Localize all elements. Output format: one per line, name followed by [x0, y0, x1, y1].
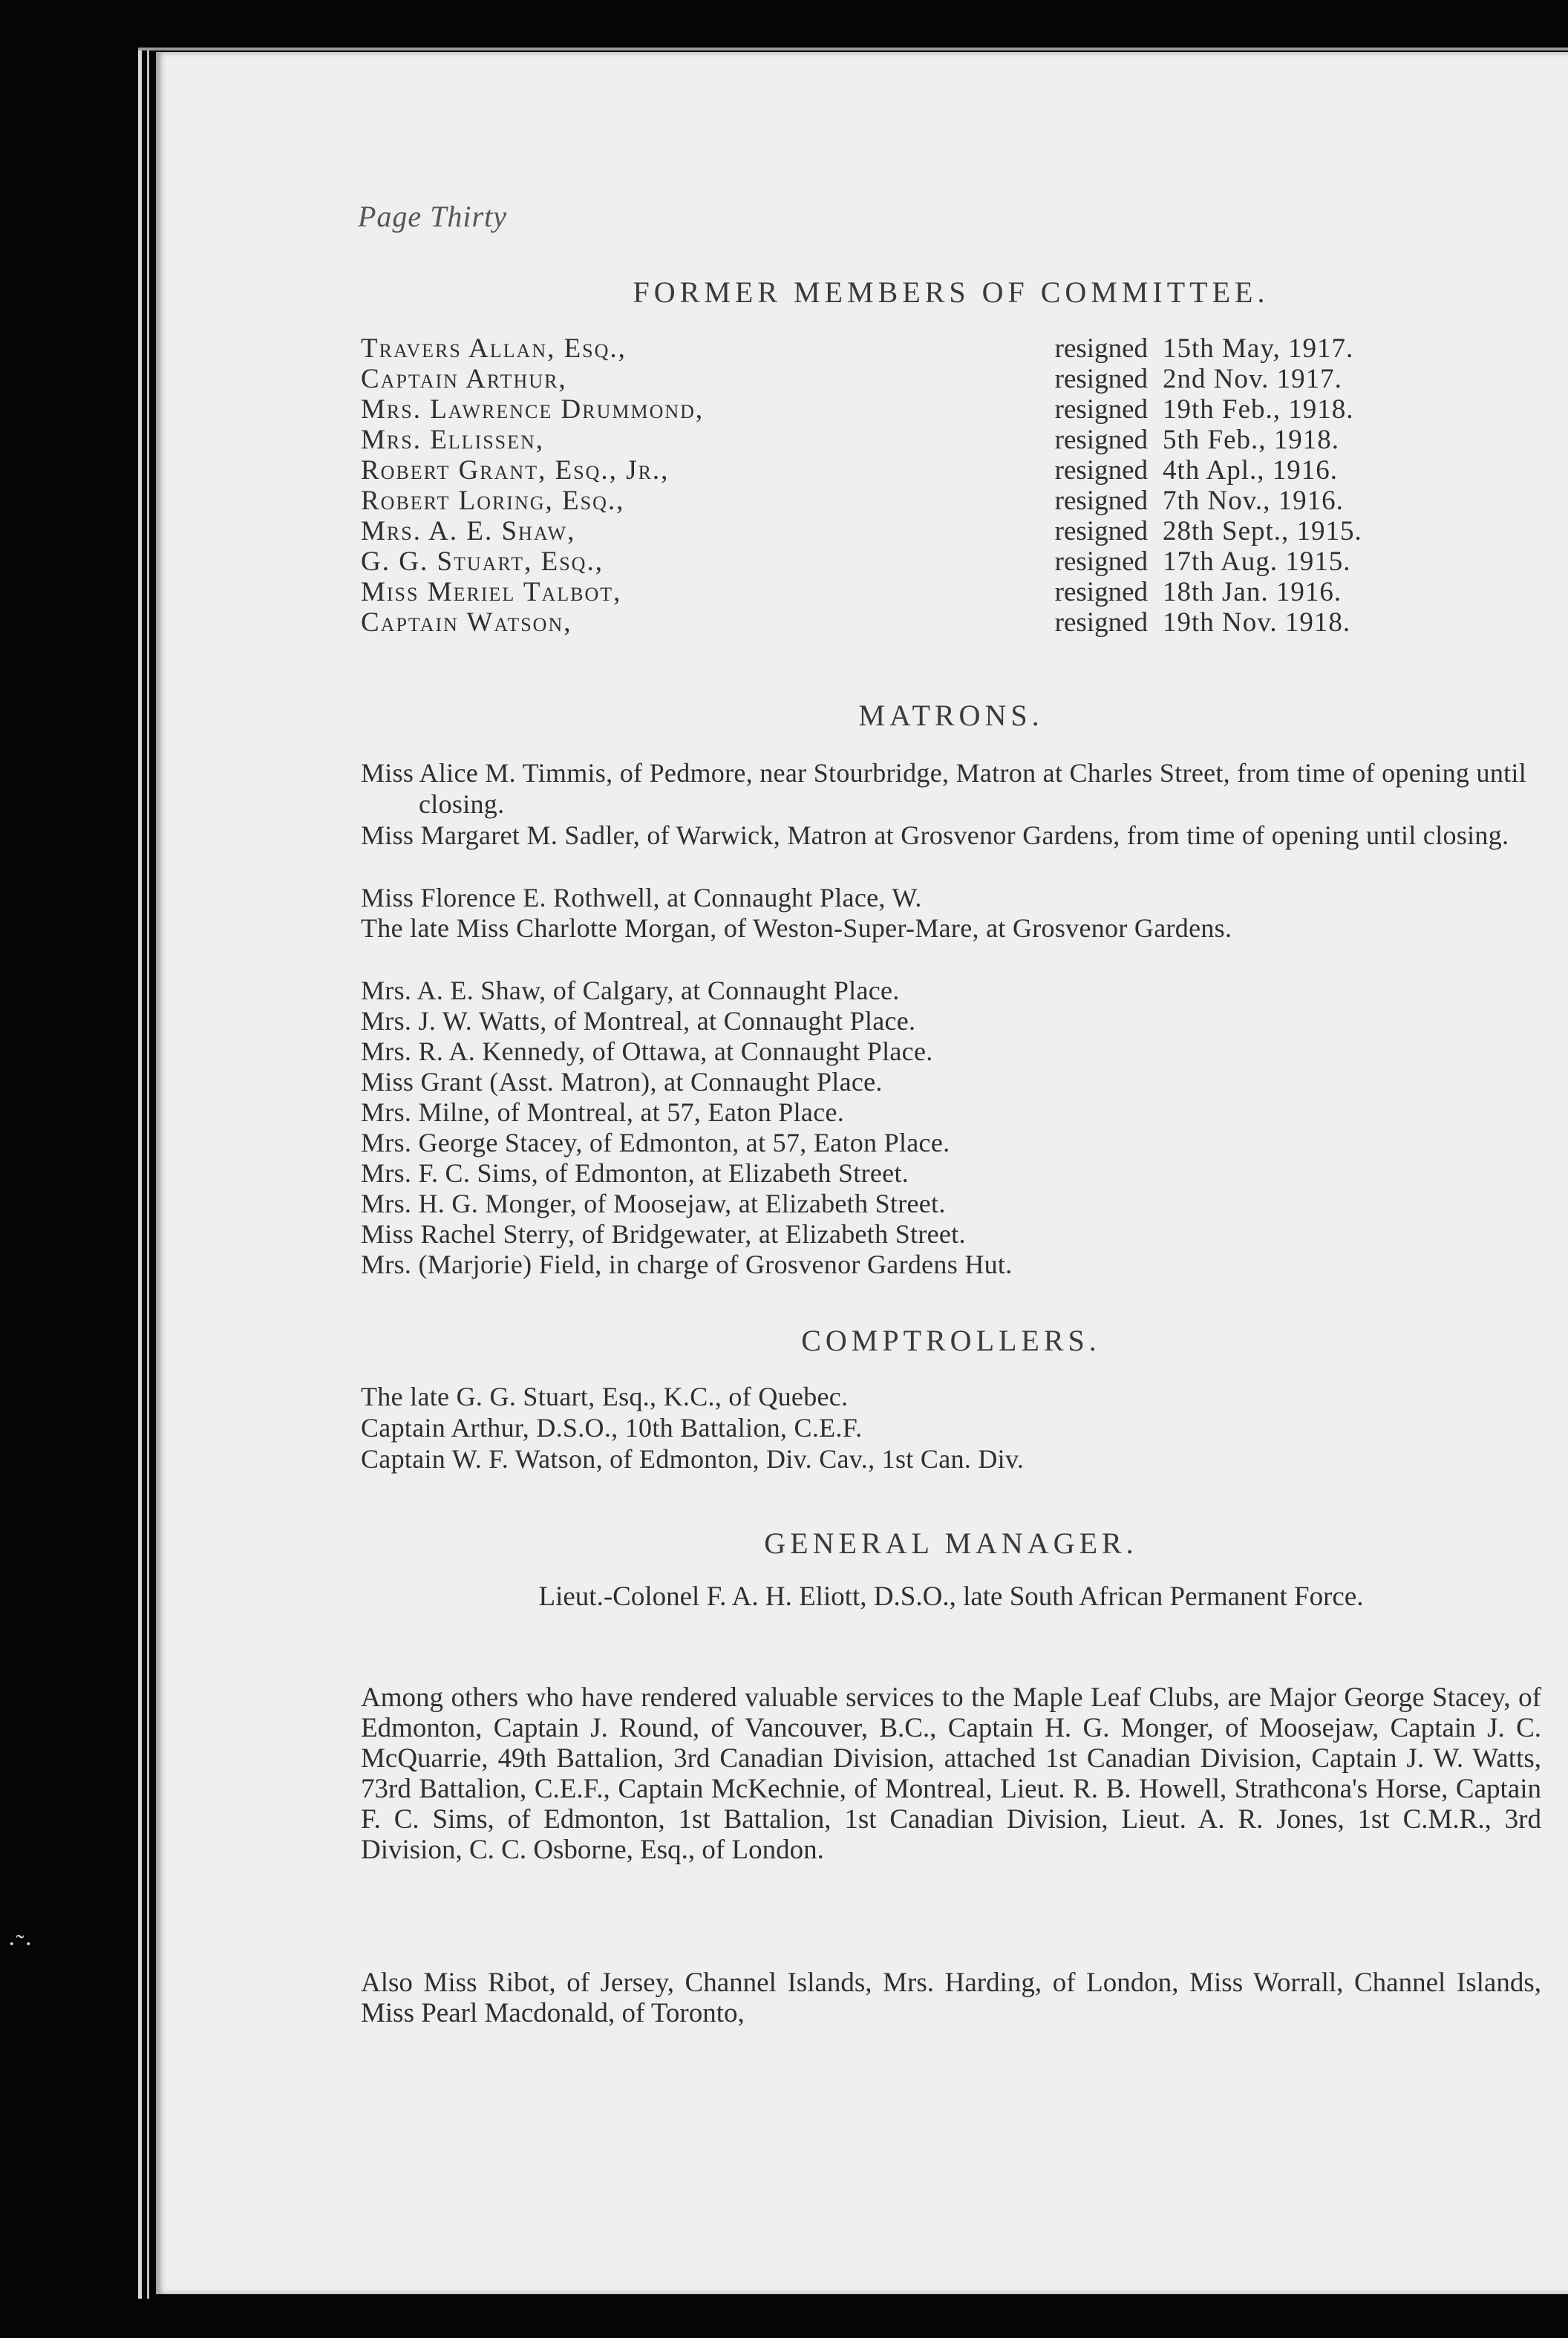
matron-entry: Miss Margaret M. Sadler, of Warwick, Matron at Grosvenor Gardens, from time of opening until closing. [361, 820, 1509, 850]
former-member-status: resigned [1054, 394, 1148, 425]
former-member-name: Robert Grant, Esq., Jr., [361, 455, 670, 486]
former-member-date: 18th Jan. 1916. [1163, 577, 1342, 607]
former-member-row [361, 454, 1541, 486]
former-member-status: resigned [1054, 577, 1148, 607]
former-member-row [361, 363, 1541, 394]
scanned-page [156, 52, 1568, 2294]
others-paragraph: Among others who have rendered valuable services to the Maple Leaf Clubs, are Major George Stacey, of Edmonton, Captain J. Round, of Vancouver, B.C., Captain H. G. Monger, of Moosejaw, Captain J. C. McQuarrie, 49th Battalion, 3rd Canadian Division, attached 1st Canadian Division, Captain J. W. Watts, 73rd Battalion, C.E.F., Captain McKechnie, of Montreal, Lieut. R. B. Howell, Strathcona's Horse, Captain F. C. Sims, of Edmonton, 1st Battalion, 1st Canadian Division, Lieut. A. R. Jones, 1st C.M.R., 3rd Division, C. C. Osborne, Esq., of London. [361, 1682, 1541, 1865]
former-member-name: Miss Meriel Talbot, [361, 577, 622, 607]
former-member-status: resigned [1054, 486, 1148, 516]
page-number: Page Thirty [358, 200, 507, 233]
former-member-date: 28th Sept., 1915. [1163, 516, 1362, 546]
comptrollers-title: COMPTROLLERS. [801, 1324, 1101, 1357]
former-member-name: Travers Allan, Esq., [361, 333, 627, 364]
former-member-date: 5th Feb., 1918. [1163, 425, 1340, 455]
comptroller-entry: The late G. G. Stuart, Esq., K.C., of Quebec. [361, 1382, 849, 1411]
former-member-status: resigned [1054, 333, 1148, 364]
former-member-name: Robert Loring, Esq., [361, 486, 625, 516]
matron-entry: Mrs. A. E. Shaw, of Calgary, at Connaught Place. [361, 976, 900, 1005]
film-speck: ·˜· [7, 1930, 33, 1958]
matrons-title: MATRONS. [858, 699, 1044, 732]
former-member-row [361, 515, 1541, 546]
matron-entry: Miss Alice M. Timmis, of Pedmore, near Stourbridge, Matron at Charles Street, from time of opening until closing. [361, 758, 1527, 819]
former-member-row [361, 333, 1541, 364]
comptroller-entry: Captain Arthur, D.S.O., 10th Battalion, C.E.F. [361, 1413, 863, 1443]
former-member-name: Captain Watson, [361, 607, 572, 638]
former-member-row [361, 424, 1541, 455]
frame-edge-inner [147, 49, 149, 2299]
general-manager-entry: Lieut.-Colonel F. A. H. Eliott, D.S.O., late South African Permanent Force. [538, 1581, 1364, 1612]
matron-entry: Miss Florence E. Rothwell, at Connaught Place, W. [361, 883, 922, 912]
former-member-row [361, 394, 1541, 425]
former-member-date: 17th Aug. 1915. [1163, 546, 1351, 577]
frame-edge-left [138, 49, 142, 2299]
matron-entry: The late Miss Charlotte Morgan, of Weston-Super-Mare, at Grosvenor Gardens. [361, 913, 1232, 943]
former-member-date: 19th Nov. 1918. [1163, 607, 1351, 638]
comptroller-entry: Captain W. F. Watson, of Edmonton, Div. Cav., 1st Can. Div. [361, 1444, 1025, 1474]
former-member-row [361, 607, 1541, 638]
former-member-status: resigned [1054, 455, 1148, 486]
former-members-title: FORMER MEMBERS OF COMMITTEE. [633, 275, 1270, 309]
matron-entry: Mrs. Milne, of Montreal, at 57, Eaton Place. [361, 1097, 845, 1127]
former-member-date: 19th Feb., 1918. [1163, 394, 1354, 425]
former-member-status: resigned [1054, 516, 1148, 546]
matron-entry: Mrs. R. A. Kennedy, of Ottawa, at Connaught Place. [361, 1036, 933, 1066]
former-member-row [361, 485, 1541, 516]
former-member-name: Mrs. Lawrence Drummond, [361, 394, 705, 425]
others-paragraph-continued: Also Miss Ribot, of Jersey, Channel Islands, Mrs. Harding, of London, Miss Worrall, Channel Islands, Miss Pearl Macdonald, of Toronto, [361, 1968, 1541, 2028]
matron-entry: Mrs. F. C. Sims, of Edmonton, at Elizabeth Street. [361, 1158, 909, 1188]
matron-entry: Mrs. (Marjorie) Field, in charge of Grosvenor Gardens Hut. [361, 1250, 1013, 1279]
frame-edge-top [138, 48, 1568, 50]
general-manager-title: GENERAL MANAGER. [764, 1526, 1138, 1560]
matron-entry: Mrs. J. W. Watts, of Montreal, at Connaught Place. [361, 1006, 916, 1036]
former-member-date: 7th Nov., 1916. [1163, 486, 1344, 516]
former-member-name: Mrs. Ellissen, [361, 425, 545, 455]
former-member-row [361, 546, 1541, 577]
former-member-status: resigned [1054, 607, 1148, 638]
matron-entry: Miss Rachel Sterry, of Bridgewater, at Elizabeth Street. [361, 1219, 966, 1249]
former-member-status: resigned [1054, 425, 1148, 455]
former-member-date: 15th May, 1917. [1163, 333, 1354, 364]
matron-entry: Mrs. George Stacey, of Edmonton, at 57, Eaton Place. [361, 1128, 950, 1157]
former-member-date: 2nd Nov. 1917. [1163, 364, 1342, 394]
former-member-status: resigned [1054, 546, 1148, 577]
former-member-row [361, 576, 1541, 607]
former-member-date: 4th Apl., 1916. [1163, 455, 1338, 486]
matron-entry: Miss Grant (Asst. Matron), at Connaught Place. [361, 1067, 883, 1097]
matron-entry: Mrs. H. G. Monger, of Moosejaw, at Elizabeth Street. [361, 1189, 946, 1218]
former-member-name: G. G. Stuart, Esq., [361, 546, 604, 577]
former-member-name: Mrs. A. E. Shaw, [361, 516, 576, 546]
former-member-name: Captain Arthur, [361, 364, 567, 394]
former-member-status: resigned [1054, 364, 1148, 394]
